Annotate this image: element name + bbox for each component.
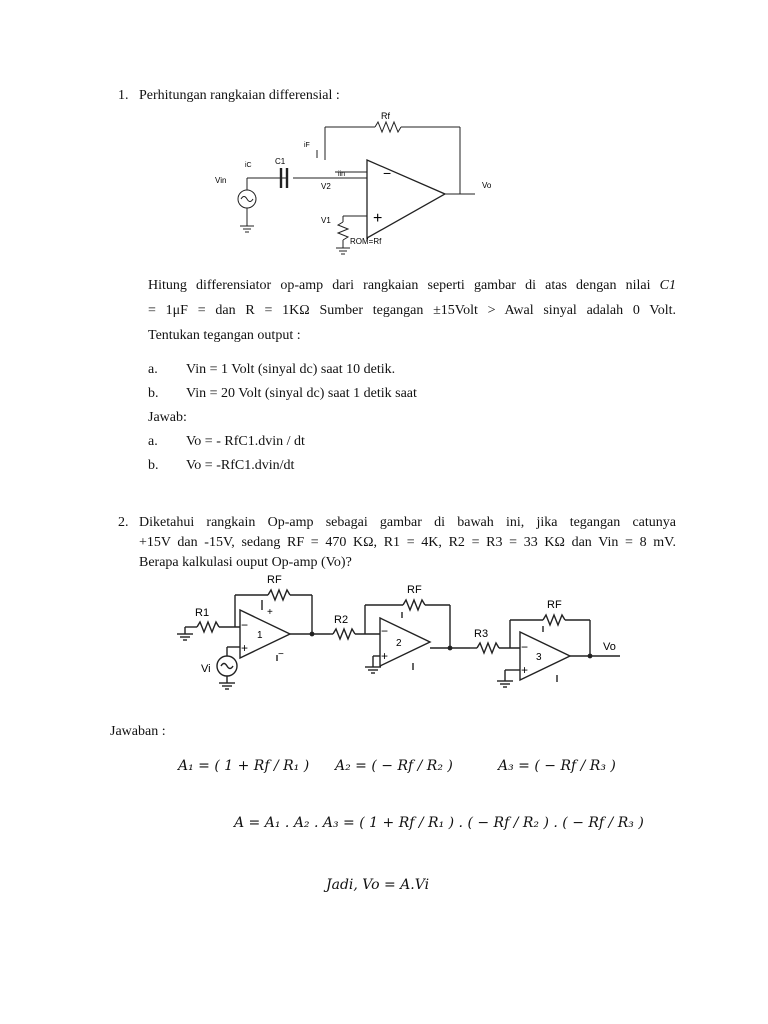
q1-item-text: Vin = 1 Volt (sinyal dc) saat 10 detik. — [186, 362, 396, 377]
v1-label: V1 — [321, 216, 331, 225]
gain-a1-equation: A₁ = ( 1 + Rf / R₁ ) — [178, 758, 310, 774]
gain-a2-equation: A₂ = ( − Rf / R₂ ) — [335, 758, 453, 774]
jawaban-label: Jawaban : — [110, 724, 166, 739]
q1-answer-text: Vo = -RfC1.dvin/dt — [186, 458, 295, 473]
q1-answer-text: Vo = - RfC1.dvin / dt — [186, 434, 305, 449]
rf-label-stage2: RF — [407, 584, 422, 596]
q2-line3: Berapa kalkulasi ouput Op-amp (Vo)? — [139, 555, 352, 570]
rom-label: ROM=Rf — [350, 237, 382, 246]
q1-paragraph-line3: Tentukan tegangan output : — [148, 328, 301, 343]
conclusion-equation: Jadi, Vo = A.Vi — [326, 877, 430, 893]
q1-title: Perhitungan rangkaian differensial : — [139, 88, 340, 103]
jawab-label: Jawab: — [148, 410, 187, 425]
vo-label: Vo — [603, 641, 616, 653]
q1-answer-label: a. — [148, 434, 158, 449]
q2-line1: Diketahui rangkain Op-amp sebagai gambar di bawah ini, jika tegangan catunya — [139, 515, 676, 530]
minus-label-stage2: − — [381, 624, 389, 638]
plus-label-stage2: + — [381, 649, 389, 663]
r3-label: R3 — [474, 628, 489, 640]
c1-label: C1 — [275, 157, 286, 166]
q1-answer-label: b. — [148, 458, 159, 473]
q2-line2: +15V dan -15V, sedang RF = 470 KΩ, R1 = 4K, R2 = R3 = 33 KΩ dan Vin = 8 mV. — [139, 535, 676, 550]
r1-label: R1 — [195, 607, 210, 619]
ic-label: iC — [245, 162, 252, 169]
opamp-plus-label: + — [373, 210, 383, 227]
stage1-label: 1 — [257, 630, 263, 641]
plus-label-stage1: + — [241, 641, 249, 655]
opamp-minus-label: − — [383, 165, 392, 181]
q1-paragraph-line1: Hitung differensiator op-amp dari rangkaian seperti gambar di atas dengan nilai C1 — [148, 278, 677, 293]
total-gain-equation: A = A₁ . A₂ . A₃ = ( 1 + Rf / R₁ ) . ( − Rf / R₂ ) . ( − Rf / R₃ ) — [234, 815, 644, 831]
plus-supply-label-stage1: + — [267, 607, 273, 618]
minus-label-stage1: − — [241, 618, 249, 632]
q1-item-text: Vin = 20 Volt (sinyal dc) saat 1 detik saat — [186, 386, 417, 401]
vo-label: Vo — [482, 181, 492, 190]
rf-label: Rf — [381, 111, 390, 121]
rf-label-stage1: RF — [267, 574, 282, 586]
differentiator-circuit-diagram — [205, 110, 515, 260]
q2-number: 2. — [118, 515, 129, 530]
rf-label-stage3: RF — [547, 599, 562, 611]
gain-a3-equation: A₃ = ( − Rf / R₃ ) — [498, 758, 616, 774]
minus-supply-label-stage1: − — [278, 649, 284, 660]
q1-number: 1. — [118, 88, 129, 103]
r2-label: R2 — [334, 614, 349, 626]
stage3-label: 3 — [536, 652, 542, 663]
minus-label-stage3: − — [521, 640, 529, 654]
stage2-label: 2 — [396, 638, 402, 649]
q1-item-label: b. — [148, 386, 159, 401]
iin-label: iin — [338, 171, 346, 178]
q1-paragraph-line2: = 1μF = dan R = 1KΩ Sumber tegangan ±15Volt > Awal sinyal adalah 0 Volt. — [148, 303, 676, 318]
cascaded-opamp-circuit-diagram — [165, 570, 635, 695]
q1-item-label: a. — [148, 362, 158, 377]
plus-label-stage3: + — [521, 663, 529, 677]
vi-label: Vi — [201, 663, 211, 675]
if-label: iF — [304, 142, 310, 149]
vin-label: Vin — [215, 176, 227, 185]
v2-label: V2 — [321, 182, 331, 191]
